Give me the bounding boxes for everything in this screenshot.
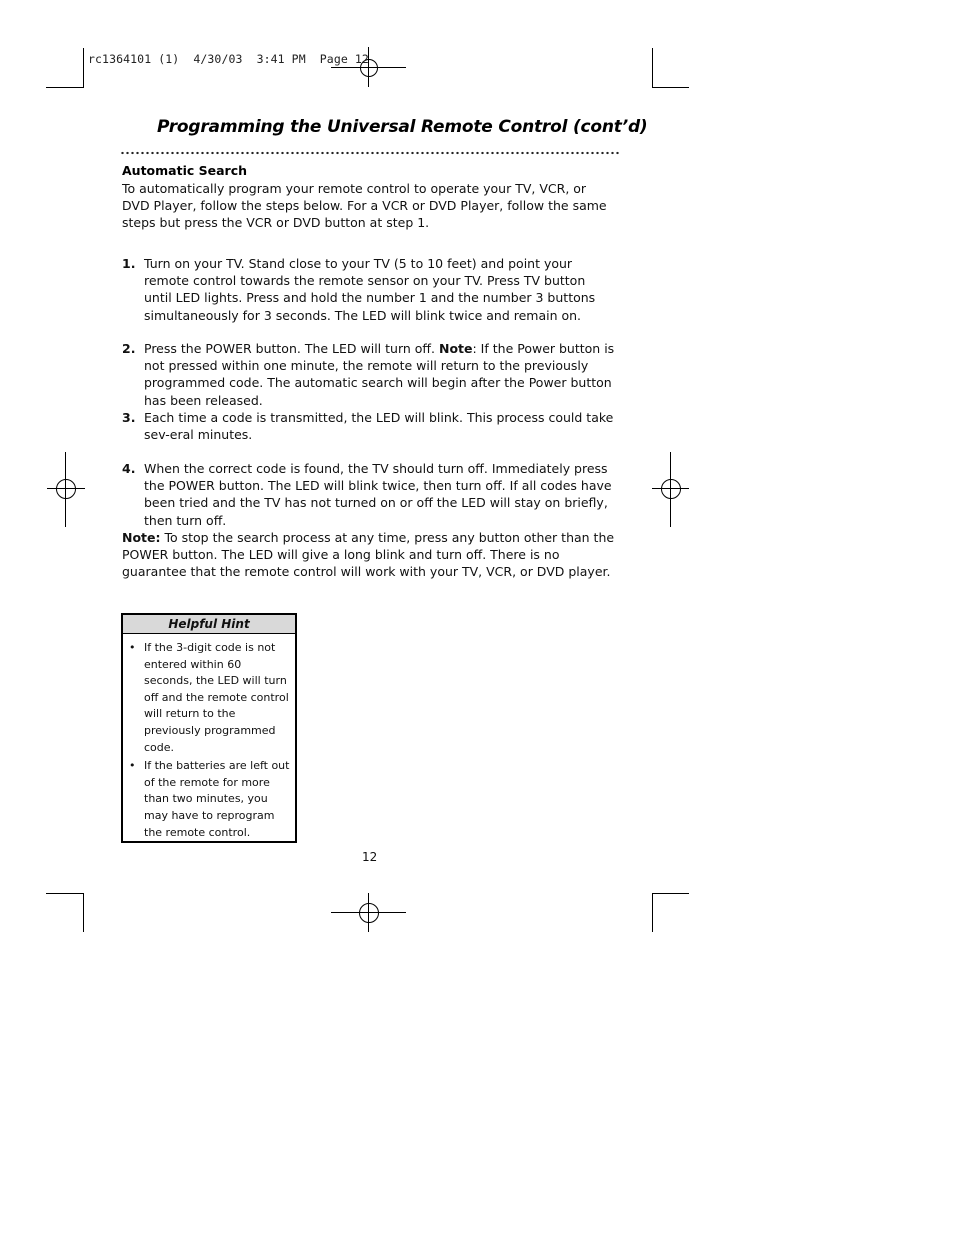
hint-item bbox=[129, 640, 291, 756]
bullet-icon: • bbox=[129, 641, 136, 654]
hint-item-text: If the 3-digit code is not entered within 60 seconds, the LED will turn off and the remote control will return to the previously programmed code. bbox=[144, 641, 289, 754]
step-text: When the correct code is found, the TV should turn off. Immediately press the POWER button. The LED will blink twice, then turn off. If all codes have been tried and the TV has not turned on or off the LED will stay on briefly, then turn off. bbox=[144, 461, 612, 528]
step-4 bbox=[122, 460, 622, 529]
page-title: Programming the Universal Remote Control (cont’d) bbox=[157, 117, 648, 137]
step-text: Turn on your TV. Stand close to your TV (5 to 10 feet) and point your remote control towards the remote sensor on your TV. Press TV button until LED lights. Press and hold the number 1 and the number 3 buttons simultaneously for 3 seconds. The LED will blink twice and remain on. bbox=[144, 256, 596, 323]
note-text: To stop the search process at any time, press any button other than the POWER button. The LED will give a long blink and turn off. There is no guarantee that the remote control will work with your TV, VCR, or DVD player. bbox=[122, 530, 615, 580]
inline-note-label: Note bbox=[438, 341, 473, 356]
hint-list bbox=[123, 634, 295, 841]
step-1 bbox=[122, 255, 622, 324]
step-number: 3. bbox=[122, 410, 136, 425]
hint-item bbox=[129, 758, 291, 841]
step-text-before: Press the POWER button. The LED will turn off. bbox=[144, 341, 439, 356]
helpful-hint-box bbox=[121, 613, 297, 843]
step-text-after: : If the Power button is not pressed within one minute, the remote will return to the previously programmed code. The automatic search will begin after the Power button has been released. bbox=[144, 341, 615, 408]
dotted-divider bbox=[120, 151, 620, 155]
step-number: 4. bbox=[122, 461, 136, 476]
step-number: 1. bbox=[122, 256, 136, 271]
step-number: 2. bbox=[122, 341, 136, 356]
printer-slug: rc1364101 (1) 4/30/03 3:41 PM Page 12 bbox=[88, 52, 369, 66]
step-2 bbox=[122, 340, 622, 409]
step-3 bbox=[122, 409, 622, 443]
page-number: 12 bbox=[362, 850, 378, 864]
note-paragraph bbox=[122, 529, 622, 581]
step-text bbox=[144, 340, 616, 409]
intro-paragraph: To automatically program your remote control to operate your TV, VCR, or DVD Player, follow the steps below. For a VCR or DVD Player, follow the same steps but press the VCR or DVD button at step 1. bbox=[122, 181, 607, 231]
note-label: Note: bbox=[122, 530, 161, 545]
hint-item-text: If the batteries are left out of the remote for more than two minutes, you may have to reprogram the remote control. bbox=[144, 759, 290, 839]
bullet-icon: • bbox=[129, 759, 136, 773]
step-text: Each time a code is transmitted, the LED will blink. This process could take sev-eral minutes. bbox=[144, 410, 614, 443]
hint-title: Helpful Hint bbox=[123, 615, 295, 634]
section-heading: Automatic Search bbox=[122, 163, 248, 178]
